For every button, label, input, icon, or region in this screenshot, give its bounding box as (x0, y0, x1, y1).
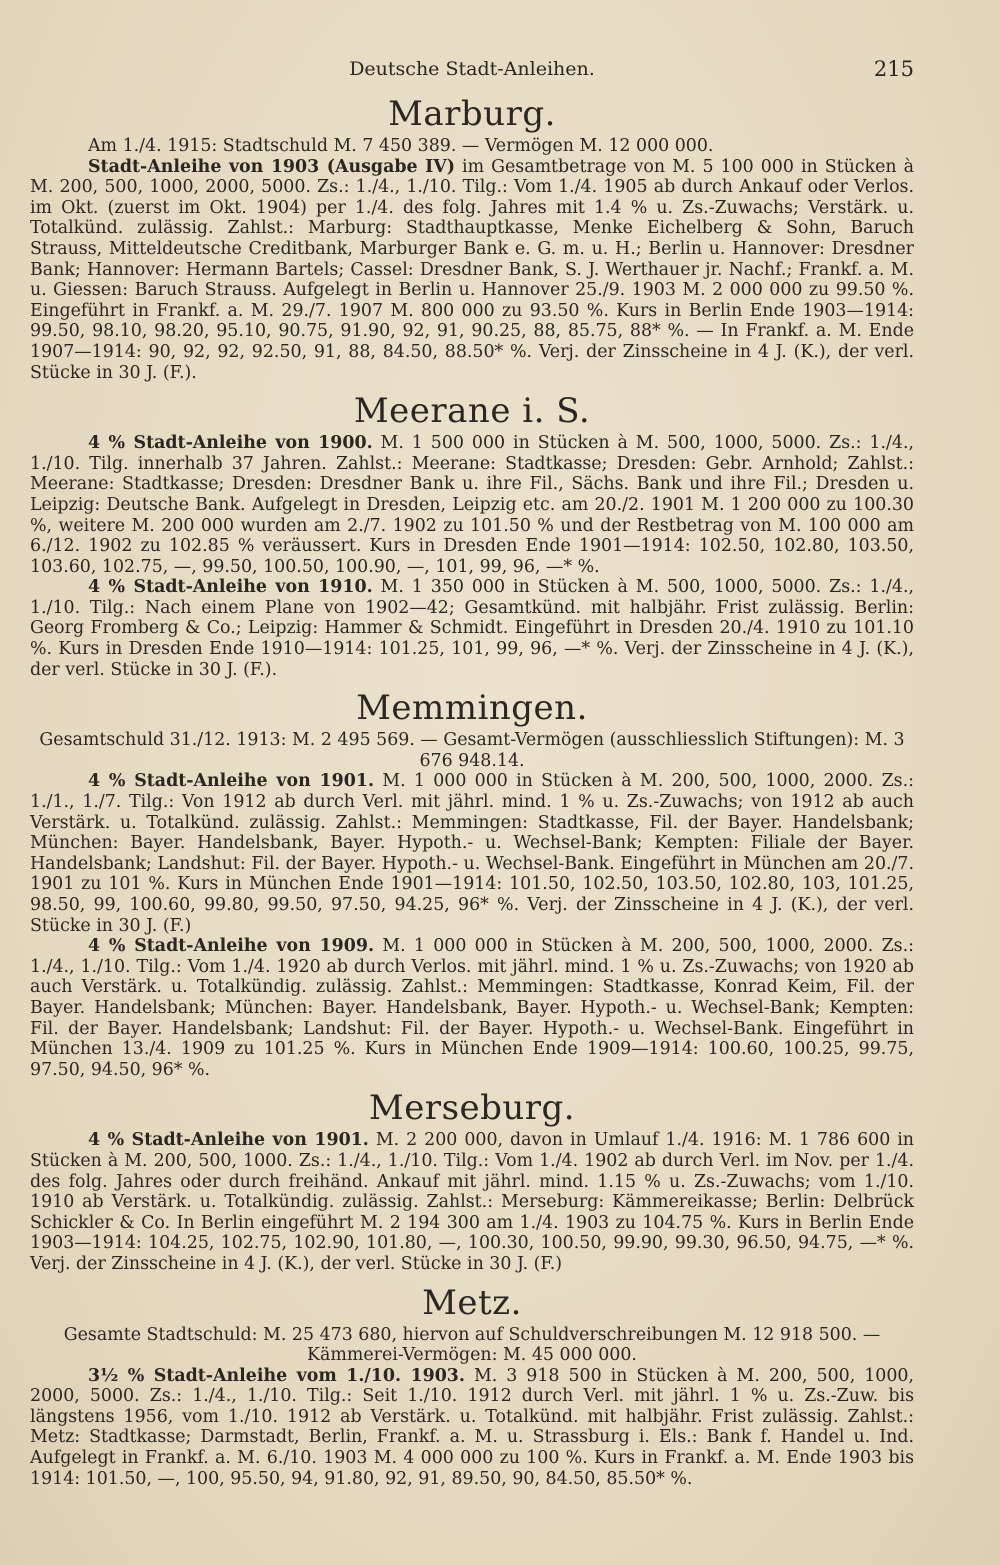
paragraph (30, 1325, 914, 1366)
section-title: Metz. (422, 1282, 522, 1323)
paragraph (30, 936, 914, 1080)
paragraph (30, 157, 914, 384)
paragraph (30, 1130, 914, 1274)
page-number: 215 (873, 57, 914, 81)
section-title: Meerane i. S. (353, 391, 591, 432)
loan-heading: Stadt-Anleihe von 1903 (Ausgabe IV) (88, 156, 455, 177)
paragraph-text: Am 1./4. 1915: Stadtschuld M. 7 450 389. — Vermögen M. 12 000 000. (88, 136, 714, 156)
section (30, 1088, 914, 1274)
paragraph (30, 1366, 914, 1490)
section (30, 1283, 914, 1490)
paragraph-text: Gesamtschuld 31./12. 1913: M. 2 495 569. — Gesamt-Vermögen (ausschliesslich Stiftungen): M. 3 676 948.14. (39, 730, 905, 771)
paragraph-text: M. 1 350 000 in Stücken à M. 500, 1000, 5000. Zs.: 1./4., 1./10. Tilg.: Nach einem Plane von 1902—42; Gesamtkünd. mit halbjähr. Frist zulässig. Berlin: Georg Fromberg & Co.; Leipzig: Hammer & Schmidt. Eingeführt in Dresden 20./4. 1910 zu 101.10 %. Kurs in Dresden Ende 1910—1914: 101.25, 101, 99, 96, —* %. Verj. der Zinsscheine in 4 J. (K.), der verl. Stücke in 30 J. (F.). (30, 577, 914, 680)
paragraph-text: M. 1 500 000 in Stücken à M. 500, 1000, 5000. Zs.: 1./4., 1./10. Tilg. innerhalb 37 Jahren. Zahlst.: Meerane: Stadtkasse; Dresden: Gebr. Arnhold; Zahlst.: Meerane: Stadtkasse; Dresden: Dresdner Bank u. ihre Fil., Sächs. Bank und ihre Fil.; Dresden u. Leipzig: Deutsche Bank. Aufgelegt in Dresden, Leipzig etc. am 20./2. 1901 M. 1 200 000 zu 100.30 %, weitere M. 200 000 wurden am 2./7. 1902 zu 101.50 % und der Restbetrag von M. 100 000 am 6./12. 1902 zu 102.85 % veräussert. Kurs in Dresden Ende 1901—1914: 102.50, 102.80, 103.50, 103.60, 102.75, —, 99.50, 100.50, 100.90, —, 101, 99, 96, —* %. (30, 433, 914, 577)
page-content (30, 94, 914, 1489)
section (30, 94, 914, 383)
loan-heading: 4 % Stadt-Anleihe von 1909. (88, 936, 374, 957)
paragraph (30, 577, 914, 680)
section-title: Memmingen. (356, 688, 588, 729)
loan-heading: 4 % Stadt-Anleihe von 1901. (88, 771, 374, 792)
section (30, 688, 914, 1080)
loan-heading: 4 % Stadt-Anleihe von 1910. (88, 577, 373, 598)
running-head (30, 52, 914, 86)
paragraph-text: M. 2 200 000, davon in Umlauf 1./4. 1916: M. 1 786 600 in Stücken à M. 200, 500, 1000. Zs.: 1./4., 1./10. Tilg.: Vom 1./4. 1902 ab durch Verl. im Nov. per 1./4. des folg. Jahres oder durch freihänd. Ankauf mit jährl. mind. 1.15 % u. Zs.-Zuwachs; vom 1./10. 1910 ab Verstärk. u. Totalkündig. zulässig. Zahlst.: Merseburg: Kämmereikasse; Berlin: Delbrück Schickler & Co. In Berlin eingeführt M. 2 194 300 am 1./4. 1903 zu 104.75 %. Kurs in Berlin Ende 1903—1914: 104.25, 102.75, 102.90, 101.80, —, 100.30, 100.50, 99.90, 99.30, 96.50, 94.75, —* %. Verj. der Zinsscheine in 4 J. (K.), der verl. Stücke in 30 J. (F.) (30, 1130, 915, 1274)
paragraph (30, 136, 914, 157)
paragraph-text: M. 1 000 000 in Stücken à M. 200, 500, 1000, 2000. Zs.: 1./4., 1./10. Tilg.: Vom 1./4. 1920 ab durch Verlos. mit jährl. mind. 1 % u. Zs.-Zuwachs; von 1920 ab auch Verstärk. u. Totalkündig. zulässig. Zahlst.: Memmingen: Stadtkasse, Konrad Keim, Fil. der Bayer. Handelsbank; München: Bayer. Handelsbank, Bayer. Hypoth.- u. Wechsel-Bank; Kempten: Fil. der Bayer. Handelsbank; Landshut: Fil. der Bayer. Hypoth.- u. Wechsel-Bank. Eingeführt in München 13./4. 1909 zu 101.25 %. Kurs in München Ende 1909—1914: 100.60, 100.25, 99.75, 97.50, 94.50, 96* %. (30, 936, 914, 1080)
section (30, 391, 914, 680)
paragraph-text: M. 1 000 000 in Stücken à M. 200, 500, 1000, 2000. Zs.: 1./1., 1./7. Tilg.: Von 1912 ab durch Verl. mit jährl. mind. 1 % u. Zs.-Zuwachs; von 1912 ab auch Verstärk. u. Totalkünd. zulässig. Zahlst.: Memmingen: Stadtkasse, Fil. der Bayer. Handelsbank; München: Bayer. Handelsbank, Bayer. Hypoth.- u. Wechsel-Bank; Kempten: Filiale der Bayer. Handelsbank; Landshut: Fil. der Bayer. Hypoth.- u. Wechsel-Bank. Eingeführt in München am 20./7. 1901 zu 101 %. Kurs in München Ende 1901—1914: 101.50, 102.50, 103.50, 102.80, 103, 101.25, 98.50, 99, 100.60, 99.80, 99.50, 97.50, 94.25, 96* %. Verj. der Zinsscheine in 4 J. (K.), der verl. Stücke in 30 J. (F.) (30, 771, 914, 936)
paragraph-text: Gesamte Stadtschuld: M. 25 473 680, hiervon auf Schuldverschreibungen M. 12 918 500. — Kämmerei-Vermögen: M. 45 000 000. (63, 1324, 881, 1366)
loan-heading: 3½ % Stadt-Anleihe vom 1./10. 1903. (88, 1365, 465, 1386)
section-title: Marburg. (388, 94, 556, 134)
paragraph-text: M. 3 918 500 in Stücken à M. 200, 500, 1000, 2000, 5000. Zs.: 1./4., 1./10. Tilg.: Seit 1./10. 1912 durch Verl. mit jährl. 1 % u. Zs.-Zuw. bis längstens 1956, vom 1./10. 1912 ab Verstärk. u. Totalkünd. mit halbjähr. Frist zulässig. Zahlst.: Metz: Stadtkasse; Darmstadt, Berlin, Frankf. a. M. u. Strassburg i. Els.: Bank f. Handel u. Ind. Aufgelegt in Frankf. a. M. 6./10. 1903 M. 4 000 000 zu 100 %. Kurs in Frankf. a. M. Ende 1903 bis 1914: 101.50, —, 100, 95.50, 94, 91.80, 92, 91, 89.50, 90, 84.50, 85.50* %. (30, 1365, 914, 1489)
loan-heading: 4 % Stadt-Anleihe von 1901. (88, 1130, 369, 1151)
paragraph (30, 433, 914, 577)
paragraph-text: im Gesamtbetrage von M. 5 100 000 in Stücken à M. 200, 500, 1000, 2000, 5000. Zs.: 1./4., 1./10. Tilg.: Vom 1./4. 1905 ab durch Ankauf oder Verlos. im Okt. (zuerst im Okt. 1904) per 1./4. des folg. Jahres mit 1.4 % u. Zs.-Zuwachs; Verstärk. u. Totalkünd. zulässig. Zahlst.: Marburg: Stadthauptkasse, Menke Eichelberg & Sohn, Baruch Strauss, Mitteldeutsche Creditbank, Marburger Bank e. G. m. u. H.; Berlin u. Hannover: Dresdner Bank; Hannover: Hermann Bartels; Cassel: Dresdner Bank, S. J. Werthauer jr. Nachf.; Frankf. a. M. u. Giessen: Baruch Strauss. Aufgelegt in Berlin u. Hannover 25./9. 1903 M. 2 000 000 zu 99.50 %. Eingeführt in Frankf. a. M. 29./7. 1907 M. 800 000 zu 93.50 %. Kurs in Berlin Ende 1903—1914: 99.50, 98.10, 98.20, 95.10, 90.75, 91.90, 92, 91, 90.25, 88, 85.75, 88* %. — In Frankf. a. M. Ende 1907—1914: 90, 92, 92, 92.50, 91, 88, 84.50, 88.50* %. Verj. der Zinsscheine in 4 J. (K.), der verl. Stücke in 30 J. (F.). (30, 156, 915, 383)
running-title: Deutsche Stadt-Anleihen. (349, 58, 595, 80)
paragraph (30, 730, 914, 771)
section-title: Merseburg. (368, 1088, 576, 1129)
paragraph (30, 771, 914, 936)
loan-heading: 4 % Stadt-Anleihe von 1900. (88, 433, 373, 454)
